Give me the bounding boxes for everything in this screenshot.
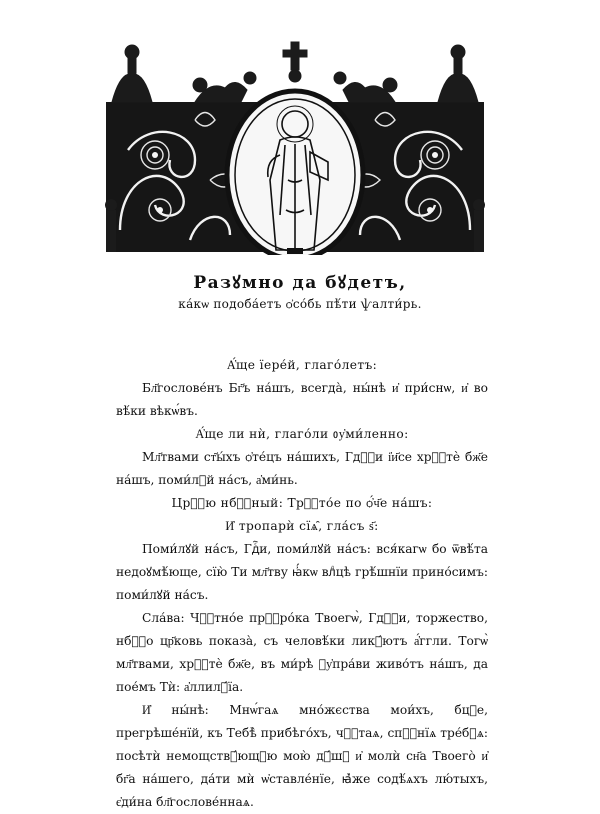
rubric-line: Црⷭ҇ю нбⷭ҇ный: Трⷭ҇то́е по ѻ҆́ч҃е на́шъ: (171, 496, 433, 510)
prayer-paragraph: Бл҃гослове́нъ Бг҃ъ на́шъ, всегда̀, ны́нѣ и҆ при́снѡ, и҆ во вѣ́ки вѣкѡ́въ. (116, 381, 488, 418)
page-title: Разꙋмно да бꙋдетъ, (193, 273, 407, 293)
rubric-line: А҆́ще ли нѝ, глаго́ли ᲂу҆ми́ленно: (195, 427, 409, 441)
page-subtitle: ка́кѡ подоба́етъ ѻ҆со́бь пѣ́ти ѱалти́рь. (178, 297, 422, 311)
prayer-paragraph: И҆ ны́нѣ: Мнѡ́гаѧ мно́жєства мои́хъ, бцⷣе, прегрѣше́нїй, къ Тебѣ̀ прибѣго́хъ, чⷭ҇таѧ, спⷭ҇нїѧ тре́бꙋѧ: посѣтѝ немощствꙋ́ющꙋю мою̀ дꙋ́шꙋ и҆ молѝ сн҃а Твоего̀ и҆ бг҃а на́шего, да́ти мѝ ѡ҆ставле́нїе, ꙗ҆̀же содѣ́ѧхъ лю́тыхъ, є҆ди́на бл҃гослове́ннаѧ. (116, 703, 488, 809)
prayer-text (116, 354, 488, 814)
rubric-line: И҆ тропарѝ сїѧ̑, гла́съ ѕ҃: (225, 519, 379, 533)
prayer-paragraph: Сла́ва: Чⷭ҇тно́е прⷪ҇ро́ка Твоегѡ̀, Гдⷭ҇и, торжество, нбⷭ҇о цр҃ковь показа̀, съ человѣ́ки ликꙋ́ютъ а҆́ггли. Тогѡ̀ мл҃твами, хрⷭ҇тѐ бж҃е, въ ми́рѣ ᲂу҆пра́ви живо́тъ на́шъ, да пое́мъ Тѝ: а҆ллилꙋ́їа. (116, 611, 488, 694)
rubric-line: А҆́ще їере́й, глаго́летъ: (226, 358, 378, 372)
prayer-paragraph: Поми́лꙋй на́съ, Гдⷭ҇и, поми́лꙋй на́съ: вся́кагѡ бо ѿвѣ́та недоꙋмѣ́юще, сїю̀ Ти мл҃тву ꙗ҆́кѡ влⷣцѣ грѣ́шнїи прино́симъ: поми́лꙋй на́съ. (116, 542, 488, 602)
ornamental-headpiece-icon (100, 40, 490, 255)
prayer-paragraph: Мл҃твами ст҃ы́хъ ѻ҆те́цъ на́шихъ, Гдⷭ҇и і҆и҃се хрⷭ҇тѐ бж҃е на́шъ, поми́лꙋй на́съ, а҆ми́нь. (116, 450, 488, 487)
